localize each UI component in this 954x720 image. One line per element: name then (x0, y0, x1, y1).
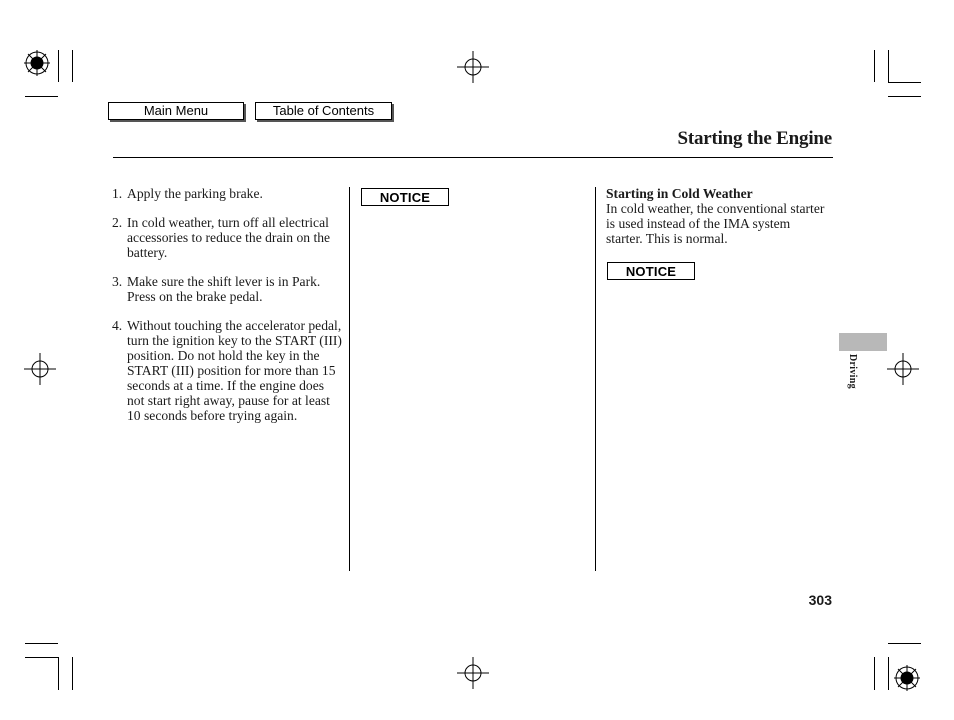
step-text: Without touching the accelerator pedal, turn the ignition key to the START (III) position. Do not hold the key in the START (III) position for more than 15 seconds at a time. If the engine does not start right away, pause for at least 10 seconds before trying again. (127, 318, 342, 423)
step-text: In cold weather, turn off all electrical accessories to reduce the drain on the battery. (127, 215, 331, 260)
page-number: 303 (808, 592, 832, 608)
notice-badge-middle: NOTICE (361, 188, 449, 206)
notice-badge-right: NOTICE (607, 262, 695, 280)
step-number: 3. (112, 274, 123, 289)
cold-weather-body: In cold weather, the conventional starter is used instead of the IMA system starter. This is normal. (606, 201, 825, 246)
step-number: 2. (112, 215, 123, 230)
section-tab-label: Driving (847, 354, 858, 389)
page-title: Starting the Engine (677, 128, 832, 149)
step-number: 1. (112, 186, 123, 201)
table-of-contents-button[interactable]: Table of Contents (255, 102, 392, 120)
step-text: Make sure the shift lever is in Park. Press on the brake pedal. (127, 274, 321, 304)
main-menu-button[interactable]: Main Menu (108, 102, 244, 120)
step-text: Apply the parking brake. (127, 186, 263, 201)
step-number: 4. (112, 318, 123, 333)
cold-weather-heading: Starting in Cold Weather (606, 186, 753, 201)
